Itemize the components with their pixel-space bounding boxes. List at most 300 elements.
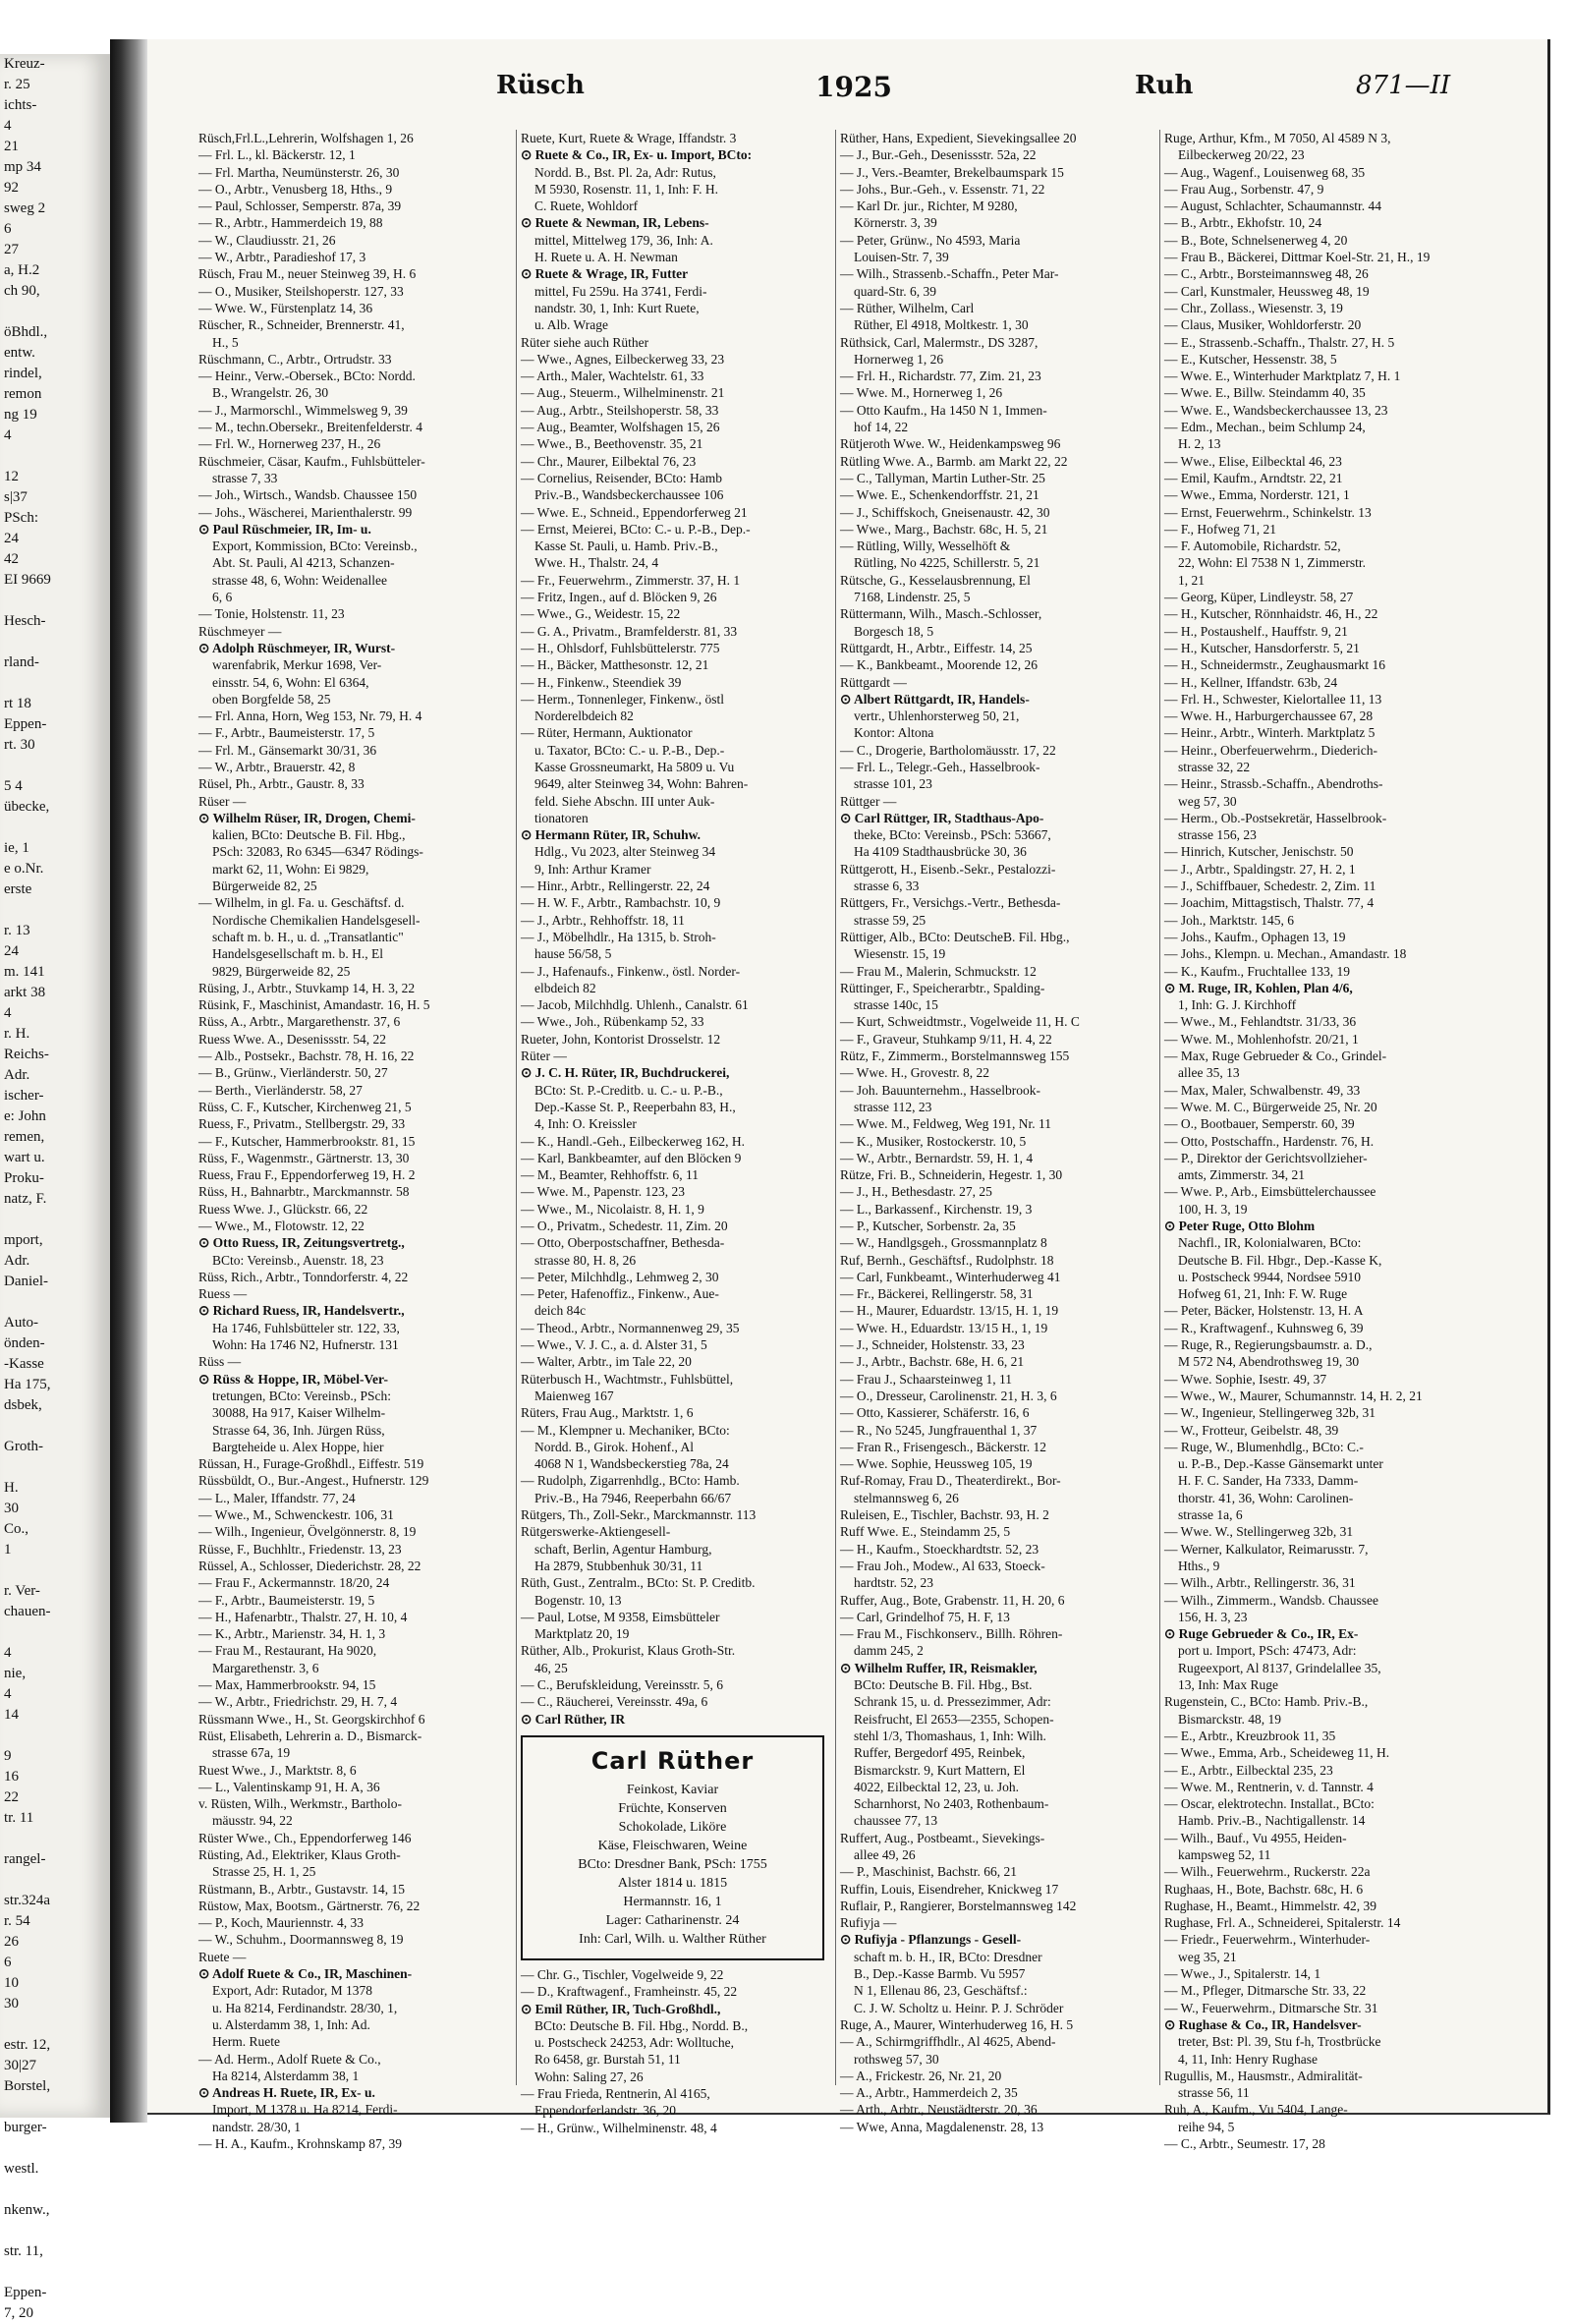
directory-entry: allee 49, 26 [854, 1846, 916, 1862]
directory-entry: Rüss, H., Bahnarbtr., Marckmannstr. 58 [198, 1184, 410, 1200]
directory-entry: — J., Vers.-Beamter, Brekelbaumspark 15 [840, 164, 1064, 180]
directory-entry: Ruete, Kurt, Ruete & Wrage, Iffandstr. 3 [521, 131, 737, 145]
directory-entry: strasse 7, 33 [212, 470, 278, 485]
directory-entry: — Wilhelm, in gl. Fa. u. Geschäftsf. d. [198, 895, 405, 911]
directory-entry: — A., Arbtr., Hammerdeich 2, 35 [840, 2085, 1018, 2101]
left-page-fragment: s|37 [4, 489, 28, 505]
directory-entry: — Frl. M., Gänsemarkt 30/31, 36 [198, 742, 377, 758]
left-page-fragment [0, 1210, 110, 1230]
directory-entry: strasse 80, H. 8, 26 [534, 1252, 637, 1268]
directory-entry: — H., Ohlsdorf, Fuhlsbüttelerstr. 775 [521, 640, 720, 655]
directory-entry: 1, Inh: G. J. Kirchhoff [1178, 997, 1297, 1013]
directory-entry: — Joh. Bauunternehm., Hasselbrook- [840, 1082, 1040, 1098]
directory-entry: ⊙ Albert Rüttgardt, IR, Handels- [840, 691, 1030, 707]
directory-entry: Rugeexport, Al 8137, Grindelallee 35, [1178, 1660, 1381, 1675]
directory-entry: Rüttiger, Alb., BCto: DeutscheB. Fil. Hbg., [840, 929, 1070, 944]
left-page-fragment: sweg 2 [4, 200, 46, 216]
directory-entry: Schrank 15, u. d. Pressezimmer, Adr: [854, 1694, 1051, 1710]
left-page-fragment: r. 54 [4, 1913, 30, 1929]
directory-entry: — Wwe., Emma, Arb., Scheideweg 11, H. [1164, 1745, 1390, 1761]
directory-entry: Strasse 25, H. 1, 25 [212, 1864, 316, 1880]
directory-entry: — Wwe., J., Spitalerstr. 14, 1 [1164, 1966, 1321, 1982]
directory-entry: Export, Kommission, BCto: Vereinsb., [212, 538, 418, 554]
left-page-fragment: Groth- [4, 1439, 43, 1454]
left-page-fragment: Eppen- [4, 2285, 47, 2300]
left-page-fragment [0, 1457, 110, 1478]
directory-entry: Ro 6458, gr. Burstah 51, 11 [534, 2052, 681, 2068]
directory-entry: — H., Schneidermstr., Zeughausmarkt 16 [1164, 657, 1385, 673]
directory-page [147, 39, 1550, 2152]
directory-entry: ⊙ Carl Rüther, IR [521, 1711, 626, 1727]
directory-entry: B., Wrangelstr. 26, 30 [212, 385, 329, 401]
directory-entry: — Wwe. E., Winterhuder Marktplatz 7, H. 1 [1164, 368, 1401, 384]
directory-entry: allee 35, 13 [1178, 1065, 1240, 1081]
directory-entry: Rughase, H., Beamt., Himmelstr. 42, 39 [1164, 1898, 1376, 1913]
column-divider [1159, 130, 1160, 2085]
directory-entry: — Frau Frieda, Rentnerin, Al 4165, [521, 2085, 710, 2101]
directory-entry: Rufiyja — [840, 1915, 897, 1931]
directory-entry: Nordd. B., Bst. Pl. 2a, Adr: Rutus, [534, 164, 716, 180]
directory-entry: Scharnhorst, No 2403, Rothenbaum- [854, 1796, 1049, 1812]
left-page-fragment [0, 2221, 110, 2241]
directory-entry: — G. A., Privatm., Bramfelderstr. 81, 33 [521, 623, 738, 639]
directory-entry: — Walter, Arbtr., im Tale 22, 20 [521, 1354, 692, 1370]
left-page-fragment [0, 302, 110, 322]
directory-entry: — Max, Maler, Schwalbenstr. 49, 33 [1164, 1082, 1361, 1098]
directory-entry: Rüter siehe auch Rüther [521, 334, 649, 350]
directory-entry: — Carl, Kunstmaler, Heussweg 48, 19 [1164, 283, 1370, 299]
directory-entry: — C., Arbtr., Borsteimannsweg 48, 26 [1164, 266, 1369, 282]
directory-entry: — Paul, Lotse, M 9358, Eimsbütteler [521, 1609, 720, 1624]
directory-entry: — Johs., Bur.-Geh., v. Essenstr. 71, 22 [840, 181, 1045, 197]
directory-entry: — Peter, Bäcker, Holstenstr. 13, H. A [1164, 1303, 1364, 1319]
directory-entry: — Frl. L., kl. Bäckerstr. 12, 1 [198, 147, 356, 163]
directory-entry: — Wwe. E., Wandsbeckerchaussee 13, 23 [1164, 402, 1388, 418]
directory-entry: — Wwe., M., Fehlandtstr. 31/33, 36 [1164, 1014, 1357, 1030]
directory-entry: ⊙ M. Ruge, IR, Kohlen, Plan 4/6, [1164, 980, 1353, 995]
directory-entry: ⊙ Peter Ruge, Otto Blohm [1164, 1219, 1316, 1233]
directory-entry: — P., Kutscher, Sorbenstr. 2a, 35 [840, 1219, 1016, 1233]
left-page-edge [0, 54, 112, 2321]
directory-entry: Rütgers, Th., Zoll-Sekr., Marckmannstr. 113 [521, 1507, 757, 1523]
directory-entry: — Chr., Maurer, Eilbektal 76, 23 [521, 453, 697, 469]
directory-entry: — E., Strassenb.-Schaffn., Thalstr. 27, H. 5 [1164, 334, 1395, 350]
directory-entry: tretungen, BCto: Vereinsb., PSch: [212, 1388, 391, 1403]
directory-entry: strasse 140c, 15 [854, 997, 938, 1013]
directory-entry: — P., Maschinist, Bachstr. 66, 21 [840, 1864, 1018, 1880]
left-page-fragment [0, 2097, 110, 2118]
directory-entry: Rüschmeier, Cäsar, Kaufm., Fuhlsbütteler- [198, 453, 425, 469]
directory-entry: Rüst, Elisabeth, Lehrerin a. D., Bismarck- [198, 1728, 422, 1743]
directory-entry: — Fr., Bäckerei, Rellingerstr. 58, 31 [840, 1286, 1034, 1302]
left-page-fragment: erste [4, 881, 32, 897]
column-2-after-advert [521, 1966, 830, 2136]
directory-entry: u. Postscheck 9944, Nordsee 5910 [1178, 1269, 1361, 1284]
directory-entry: — B., Arbtr., Ekhofstr. 10, 24 [1164, 215, 1322, 231]
directory-entry: mäusstr. 94, 22 [212, 1813, 293, 1829]
left-page-fragment: rland- [4, 654, 39, 670]
directory-entry: strasse 6, 33 [854, 879, 920, 894]
left-page-fragment [0, 2014, 110, 2035]
directory-entry: — Frl. Anna, Horn, Weg 153, Nr. 79, H. 4 [198, 709, 422, 724]
directory-entry: Rüstmann, B., Arbtr., Gustavstr. 14, 15 [198, 1881, 406, 1897]
directory-entry: — F., Kutscher, Hammerbrookstr. 81, 15 [198, 1133, 416, 1149]
directory-entry: — F., Graveur, Stuhkamp 9/11, H. 4, 22 [840, 1031, 1052, 1047]
left-page-fragment: Borstel, [4, 2078, 51, 2094]
left-page-fragment [0, 632, 110, 652]
directory-entry: Rüsse, F., Buchhltr., Friedenstr. 13, 23 [198, 1541, 402, 1557]
directory-entry: — W., Arbtr., Brauerstr. 42, 8 [198, 759, 356, 774]
left-page-fragment: Daniel- [4, 1274, 48, 1289]
directory-entry: — Otto, Kassierer, Schäferstr. 16, 6 [840, 1405, 1030, 1421]
directory-entry: Abt. St. Pauli, Al 4213, Schanzen- [212, 555, 395, 571]
left-page-fragment: str. 11, [4, 2243, 43, 2259]
directory-entry: — Rütling, Willy, Wesselhöft & [840, 538, 1011, 554]
directory-entry: — Wwe., M., Schwenckestr. 106, 31 [198, 1507, 394, 1523]
directory-entry: — Ad. Herm., Adolf Ruete & Co., [198, 2051, 381, 2067]
column-4 [1164, 130, 1503, 2152]
left-page-fragment: rt. 30 [4, 737, 35, 753]
directory-entry: — M., techn.Obersekr., Breitenfelderstr. 4 [198, 420, 422, 435]
directory-entry: Bogenstr. 10, 13 [534, 1592, 622, 1608]
directory-entry: — Peter, Grünw., No 4593, Maria [840, 232, 1021, 248]
left-page-fragment: mp 34 [4, 159, 41, 175]
directory-entry: Louisen-Str. 7, 39 [854, 250, 949, 265]
directory-entry: — Chr., Zollass., Wiesenstr. 3, 19 [1164, 300, 1343, 315]
directory-entry: ⊙ Ruete & Wrage, IR, Futter [521, 266, 689, 282]
left-page-fragment: ischer- [4, 1088, 44, 1104]
directory-entry: weg 57, 30 [1178, 793, 1237, 809]
column-divider [835, 130, 836, 2085]
directory-entry: Rütz, F., Zimmerm., Borstelmannsweg 155 [840, 1049, 1070, 1064]
directory-entry: Rüter — [521, 1049, 567, 1064]
left-page-fragment: estr. 12, [4, 2037, 51, 2053]
directory-entry: Rughaas, H., Bote, Bachstr. 68c, H. 6 [1164, 1881, 1364, 1897]
directory-entry: — J., Hafenaufs., Finkenw., östl. Norder- [521, 963, 741, 979]
directory-entry: — W., Claudiusstr. 21, 26 [198, 232, 336, 248]
directory-entry: Ruge, Arthur, Kfm., M 7050, Al 4589 N 3, [1164, 131, 1391, 145]
directory-entry: Rüsing, J., Arbtr., Stuvkamp 14, H. 3, 22 [198, 980, 416, 995]
directory-entry: — H., Maurer, Eduardstr. 13/15, H. 1, 19 [840, 1303, 1059, 1319]
directory-entry: Rüsel, Ph., Arbtr., Gaustr. 8, 33 [198, 776, 365, 792]
directory-entry: Hofweg 61, 21, Inh: F. W. Ruge [1178, 1286, 1348, 1302]
directory-entry: ⊙ Rughase & Co., IR, Handelsver- [1164, 2016, 1362, 2032]
directory-entry: u. Ha 8214, Ferdinandstr. 28/30, 1, [212, 2000, 398, 2015]
directory-entry: Rugullis, M., Hausmstr., Admiralität- [1164, 2068, 1363, 2083]
directory-entry: — August, Schlachter, Schaumannstr. 44 [1164, 198, 1382, 214]
directory-entry: Borgesch 18, 5 [854, 623, 934, 639]
directory-entry: 156, H. 3, 23 [1178, 1609, 1248, 1624]
directory-entry: ⊙ Adolf Ruete & Co., IR, Maschinen- [198, 1966, 413, 1982]
directory-entry: — Ernst, Meierei, BCto: C.- u. P.-B., Dep.- [521, 521, 751, 537]
left-page-fragment: 24 [4, 531, 19, 546]
directory-entry: — Max, Hammerbrookstr. 94, 15 [198, 1677, 376, 1693]
directory-entry: vertr., Uhlenhorsterweg 50, 21, [854, 709, 1020, 724]
column-1 [198, 130, 513, 2152]
directory-entry: elbdeich 82 [534, 980, 596, 995]
left-page-fragment: 4 [4, 1645, 12, 1661]
directory-entry: — Wwe. W., Fürstenplatz 14, 36 [198, 300, 373, 315]
directory-entry: H. Ruete u. A. H. Newman [534, 250, 678, 265]
directory-entry: — L., Maler, Iffandstr. 77, 24 [198, 1490, 356, 1505]
directory-entry: Ruflair, P., Rangierer, Borstelmannsweg 142 [840, 1898, 1077, 1913]
directory-entry: — J., Marmorschl., Wimmelsweg 9, 39 [198, 402, 408, 418]
directory-entry: Ha 4109 Stadthausbrücke 30, 36 [854, 844, 1027, 860]
directory-entry: — Ruge, W., Blumenhdlg., BCto: C.- [1164, 1439, 1364, 1454]
directory-entry: Maienweg 167 [534, 1388, 614, 1403]
directory-entry: — Joh., Wirtsch., Wandsb. Chaussee 150 [198, 487, 418, 503]
directory-entry: 4068 N 1, Wandsbeckerstieg 78a, 24 [534, 1456, 729, 1472]
directory-entry: Bismarckstr. 48, 19 [1178, 1711, 1281, 1727]
directory-entry: Rüssan, H., Furage-Großhdl., Eiffestr. 519 [198, 1456, 424, 1472]
left-page-fragment [0, 591, 110, 611]
directory-entry: Rüssbüldt, O., Bur.-Angest., Hufnerstr. 129 [198, 1473, 429, 1489]
directory-entry: — Frau M., Fischkonserv., Billh. Röhren- [840, 1626, 1063, 1642]
directory-entry: — J., H., Bethesdastr. 27, 25 [840, 1184, 992, 1200]
directory-entry: Rüss, C. F., Kutscher, Kirchenweg 21, 5 [198, 1099, 412, 1114]
directory-entry: Rugenstein, C., BCto: Hamb. Priv.-B., [1164, 1694, 1369, 1710]
left-page-fragment [0, 1560, 110, 1581]
directory-entry: — Wwe., Agnes, Eilbeckerweg 33, 23 [521, 351, 725, 367]
left-page-fragment [0, 2180, 110, 2200]
header-first-entry: Rüsch [496, 71, 585, 100]
directory-entry: Hamb. Priv.-B., Nachtigallenstr. 14 [1178, 1813, 1366, 1829]
left-page-fragment: nkenw., [4, 2202, 50, 2218]
directory-entry: — J., Bur.-Geh., Desenissstr. 52a, 22 [840, 147, 1037, 163]
directory-entry: hof 14, 22 [854, 420, 909, 435]
left-page-fragment: r. H. [4, 1026, 30, 1042]
left-page-fragment: remen, [4, 1129, 45, 1145]
directory-entry: — H. A., Kaufm., Krohnskamp 87, 39 [198, 2136, 402, 2152]
column-divider [516, 130, 517, 2085]
directory-entry: Wiesenstr. 15, 19 [854, 946, 946, 962]
directory-entry: — Peter, Hafenoffiz., Finkenw., Aue- [521, 1286, 719, 1302]
directory-entry: Rüth, Gust., Zentralm., BCto: St. P. Creditb. [521, 1575, 756, 1591]
directory-entry: — Arth., Arbtr., Neustädterstr. 20, 36 [840, 2102, 1038, 2118]
directory-entry: kampsweg 52, 11 [1178, 1846, 1271, 1862]
directory-entry: Marktplatz 20, 19 [534, 1626, 630, 1642]
left-page-fragment: Kreuz- [4, 56, 45, 72]
directory-entry: strasse 56, 11 [1178, 2085, 1250, 2101]
left-page-fragment: öBhdl., [4, 324, 48, 340]
header-last-entry: Ruh [1135, 71, 1194, 100]
directory-entry: — Frl. Martha, Neumünsterstr. 26, 30 [198, 164, 400, 180]
directory-entry: — Herm., Tonnenleger, Finkenw., östl [521, 691, 724, 707]
directory-entry: — Johs., Wäscherei, Marienthalerstr. 99 [198, 504, 413, 520]
directory-entry: strasse 67a, 19 [212, 1745, 291, 1761]
left-page-fragment: rindel, [4, 366, 42, 381]
left-page-fragment: rangel- [4, 1851, 46, 1867]
left-page-fragment: 27 [4, 242, 19, 257]
directory-entry: — Tonie, Holstenstr. 11, 23 [198, 606, 345, 622]
directory-entry: ⊙ Ruge Gebrueder & Co., IR, Ex- [1164, 1626, 1359, 1642]
directory-entry: H., 5 [212, 334, 239, 350]
directory-entry: — Wwe., Joh., Rübenkamp 52, 33 [521, 1014, 704, 1030]
directory-entry: — Rudolph, Zigarrenhdlg., BCto: Hamb. [521, 1473, 740, 1489]
directory-entry: — Emil, Kaufm., Arndtstr. 22, 21 [1164, 470, 1343, 485]
directory-entry: — Heinr., Strassb.-Schaffn., Abendroths- [1164, 776, 1383, 792]
directory-entry: — K., Musiker, Rostockerstr. 10, 5 [840, 1133, 1027, 1149]
left-page-fragment: Eppen- [4, 716, 47, 732]
directory-entry: B., Dep.-Kasse Barmb. Vu 5957 [854, 1966, 1026, 1982]
directory-entry: Rüthsick, Carl, Malermstr., DS 3287, [840, 334, 1039, 350]
directory-entry: stehl 1/3, Thomashaus, 1, Inh: Wilh. [854, 1728, 1046, 1743]
directory-entry: u. Alsterdamm 38, 1, Inh: Ad. [212, 2016, 370, 2032]
directory-entry: H. 2, 13 [1178, 436, 1221, 452]
directory-entry: ⊙ Carl Rüttger, IR, Stadthaus-Apo- [840, 810, 1044, 825]
directory-entry: — E., Arbtr., Kreuzbrook 11, 35 [1164, 1728, 1336, 1743]
directory-entry: — Wwe. M., Mohlenhofstr. 20/21, 1 [1164, 1031, 1359, 1047]
left-page-fragment [0, 1622, 110, 1643]
directory-entry: strasse 48, 6, Wohn: Weidenallee [212, 572, 388, 588]
directory-entry: — O., Musiker, Steilshoperstr. 127, 33 [198, 283, 404, 299]
directory-entry: Priv.-B., Wandsbeckerchaussee 106 [534, 487, 724, 503]
left-page-fragment: Adr. [4, 1067, 30, 1083]
left-page-fragment: 5 4 [4, 778, 23, 794]
directory-entry: — Fritz, Ingen., auf d. Blöcken 9, 26 [521, 590, 717, 605]
directory-entry: Ruess Wwe. J., Glückstr. 66, 22 [198, 1201, 368, 1217]
directory-entry: Kasse Grossneumarkt, Ha 5809 u. Vu [534, 759, 735, 774]
directory-entry: M 572 N4, Abendrothsweg 19, 30 [1178, 1354, 1360, 1370]
directory-entry: feld. Siehe Abschn. III unter Auk- [534, 793, 715, 809]
directory-entry: — R., Arbtr., Hammerdeich 19, 88 [198, 215, 383, 231]
left-page-fragment: ie, 1 [4, 840, 29, 856]
directory-entry: — M., Klempner u. Mechaniker, BCto: [521, 1422, 730, 1438]
directory-entry: hause 56/58, 5 [534, 946, 612, 962]
directory-entry: port u. Import, PSch: 47473, Adr: [1178, 1643, 1357, 1659]
directory-entry: — Wwe. M., Papenstr. 123, 23 [521, 1184, 685, 1200]
directory-entry: Ha 1746, Fuhlsbütteler str. 122, 33, [212, 1320, 400, 1335]
directory-entry: u. P.-B., Dep.-Kasse Gänsemarkt unter [1178, 1456, 1383, 1472]
left-page-fragment: e o.Nr. [4, 861, 44, 877]
directory-entry: Rüters, Frau Aug., Marktstr. 1, 6 [521, 1405, 694, 1421]
left-page-fragment: 16 [4, 1769, 19, 1785]
directory-entry: Rüttgardt — [840, 674, 907, 690]
directory-entry: Rütsche, G., Kesselausbrennung, El [840, 572, 1031, 588]
directory-entry: — Fr., Feuerwehrm., Zimmerstr. 37, H. 1 [521, 572, 741, 588]
left-page-fragment: a, H.2 [4, 262, 40, 278]
directory-entry: — Frl. H., Schwester, Kielortallee 11, 13 [1164, 691, 1382, 707]
directory-entry: — Carl, Grindelhof 75, H. F, 13 [840, 1609, 1010, 1624]
directory-entry: Rüttermann, Wilh., Masch.-Schlosser, [840, 606, 1042, 622]
directory-entry: — Frau J., Schaarsteinweg 1, 11 [840, 1371, 1012, 1387]
left-page-fragment: rt 18 [4, 696, 31, 711]
directory-entry: — Berth., Vierländerstr. 58, 27 [198, 1082, 363, 1098]
directory-entry: treter, Bst: Pl. 39, Stu f-h, Trostbrücke [1178, 2034, 1381, 2050]
directory-entry: — Hinrich, Kutscher, Jenischstr. 50 [1164, 844, 1354, 860]
directory-entry: — Wilh., Ingenieur, Övelgönnerstr. 8, 19 [198, 1524, 417, 1540]
left-page-fragment: PSch: [4, 510, 39, 526]
directory-entry: — H., Kutscher, Rönnhaidstr. 46, H., 22 [1164, 606, 1378, 622]
directory-entry: — Frau M., Malerin, Schmuckstr. 12 [840, 963, 1037, 979]
left-page-fragment: 30|27 [4, 2058, 37, 2073]
left-page-fragment [0, 673, 110, 694]
directory-entry: Kasse St. Pauli, u. Hamb. Priv.-B., [534, 538, 718, 554]
directory-entry: — H., Kutscher, Hansdorferstr. 5, 21 [1164, 640, 1360, 655]
directory-entry: C. Ruete, Wohldorf [534, 198, 639, 214]
directory-entry: Ruess, F., Privatm., Stellbergstr. 29, 33 [198, 1116, 406, 1132]
directory-entry: mittel, Fu 259u. Ha 3741, Ferdi- [534, 283, 707, 299]
advert-line: Schokolade, Liköre [618, 1819, 727, 1835]
directory-entry: — Wwe. E., Schneid., Eppendorferweg 21 [521, 504, 748, 520]
directory-entry: — Wwe., Elise, Eilbecktal 46, 23 [1164, 453, 1342, 469]
directory-entry: Rüss, A., Arbtr., Margarethenstr. 37, 6 [198, 1014, 401, 1030]
directory-entry: Rughase, Frl. A., Schneiderei, Spitalerstr. 14 [1164, 1915, 1401, 1931]
directory-entry: — W., Frotteur, Geibelstr. 48, 39 [1164, 1422, 1339, 1438]
directory-entry: — F., Hofweg 71, 21 [1164, 521, 1277, 537]
directory-entry: — P., Direktor der Gerichtsvollzieher- [1164, 1150, 1368, 1165]
left-page-fragment: 21 [4, 139, 19, 154]
directory-entry: — Hinr., Arbtr., Rellingerstr. 22, 24 [521, 879, 710, 894]
directory-entry: — Frau Aug., Sorbenstr. 47, 9 [1164, 181, 1324, 197]
directory-entry: — Joh., Marktstr. 145, 6 [1164, 912, 1295, 928]
directory-entry: — Johs., Kaufm., Ophagen 13, 19 [1164, 929, 1346, 944]
left-page-fragment: entw. [4, 345, 35, 361]
directory-entry: Rüterbusch H., Wachtmstr., Fuhlsbüttel, [521, 1371, 734, 1387]
directory-entry: — H., Hafenarbtr., Thalstr. 27, H. 10, 4 [198, 1609, 408, 1624]
left-page-fragment: str.324a [4, 1893, 51, 1908]
left-page-fragment: r. 13 [4, 923, 30, 938]
directory-entry: Rüsink, F., Maschinist, Amandastr. 16, H. 5 [198, 997, 430, 1013]
directory-entry: — W., Arbtr., Paradieshof 17, 3 [198, 250, 366, 265]
left-page-fragment: 7, 20 [4, 2305, 33, 2321]
directory-entry: Ruffin, Louis, Eisendreher, Knickweg 17 [840, 1881, 1059, 1897]
directory-entry: — Karl, Bankbeamter, auf den Blöcken 9 [521, 1150, 742, 1165]
directory-entry: — H. W. F., Arbtr., Rambachstr. 10, 9 [521, 895, 721, 911]
directory-entry: — K., Kaufm., Fruchtallee 133, 19 [1164, 963, 1350, 979]
left-page-fragment: 6 [4, 1955, 12, 1970]
left-page-fragment: 22 [4, 1789, 19, 1805]
left-page-fragment: H. [4, 1480, 19, 1496]
directory-entry: 6, 6 [212, 590, 233, 605]
directory-entry: Reisfrucht, El 2653—2355, Schopen- [854, 1711, 1054, 1727]
directory-entry: 22, Wohn: El 7538 N 1, Zimmerstr. [1178, 555, 1367, 571]
directory-entry: — M., Beamter, Rehhoffstr. 6, 11 [521, 1167, 699, 1183]
directory-entry: ⊙ Ruete & Co., IR, Ex- u. Import, BCto: [521, 147, 753, 163]
directory-entry: — Rüther, Wilhelm, Carl [840, 300, 975, 315]
directory-entry: ⊙ Paul Rüschmeier, IR, Im- u. [198, 521, 371, 537]
directory-entry: — H., Grünw., Wilhelminenstr. 48, 4 [521, 2120, 717, 2135]
directory-entry: stelmannsweg 6, 26 [854, 1490, 959, 1505]
directory-entry: — Wwe., Emma, Norderstr. 121, 1 [1164, 487, 1350, 503]
directory-entry: — Chr. G., Tischler, Vogelweide 9, 22 [521, 1966, 724, 1982]
directory-entry: — D., Kraftwagenf., Framheinstr. 45, 22 [521, 1984, 738, 2000]
directory-entry: Hdlg., Vu 2023, alter Steinweg 34 [534, 844, 716, 860]
directory-entry: — Wwe. Sophie, Heussweg 105, 19 [840, 1456, 1033, 1472]
left-page-fragment [0, 2262, 110, 2283]
directory-entry: 4022, Eilbecktal 12, 23, u. Joh. [854, 1779, 1019, 1794]
directory-entry: — F., Arbtr., Baumeisterstr. 17, 5 [198, 725, 375, 741]
directory-entry: Eppendorferlandstr. 36, 20 [534, 2103, 676, 2119]
directory-entry: — Max, Ruge Gebrueder & Co., Grindel- [1164, 1049, 1387, 1064]
directory-entry: — C., Tallyman, Martin Luther-Str. 25 [840, 470, 1045, 485]
directory-entry: — Aug., Arbtr., Steilshoperstr. 58, 33 [521, 402, 719, 418]
directory-entry: — Wwe., M., Flotowstr. 12, 22 [198, 1219, 365, 1233]
left-page-fragment: Co., [4, 1521, 29, 1537]
directory-entry: Ruess, Frau F., Eppendorferweg 19, H. 2 [198, 1167, 416, 1183]
directory-entry: 9649, alter Steinweg 34, Wohn: Bahren- [534, 776, 749, 792]
directory-entry: Nordd. B., Girok. Hohenf., Al [534, 1439, 694, 1454]
left-page-fragment [0, 900, 110, 921]
directory-entry: — R., Kraftwagenf., Kuhnsweg 6, 39 [1164, 1320, 1364, 1335]
directory-entry: — Wilh., Strassenb.-Schaffn., Peter Mar- [840, 266, 1059, 282]
book-gutter [110, 39, 147, 2123]
directory-entry: ⊙ Wilhelm Ruffer, IR, Reismakler, [840, 1660, 1038, 1675]
left-page-fragment: ng 19 [4, 407, 37, 423]
left-page-fragment: 14 [4, 1707, 19, 1723]
directory-entry: — B., Grünw., Vierländerstr. 50, 27 [198, 1065, 388, 1081]
column-2-entries [521, 130, 830, 1728]
